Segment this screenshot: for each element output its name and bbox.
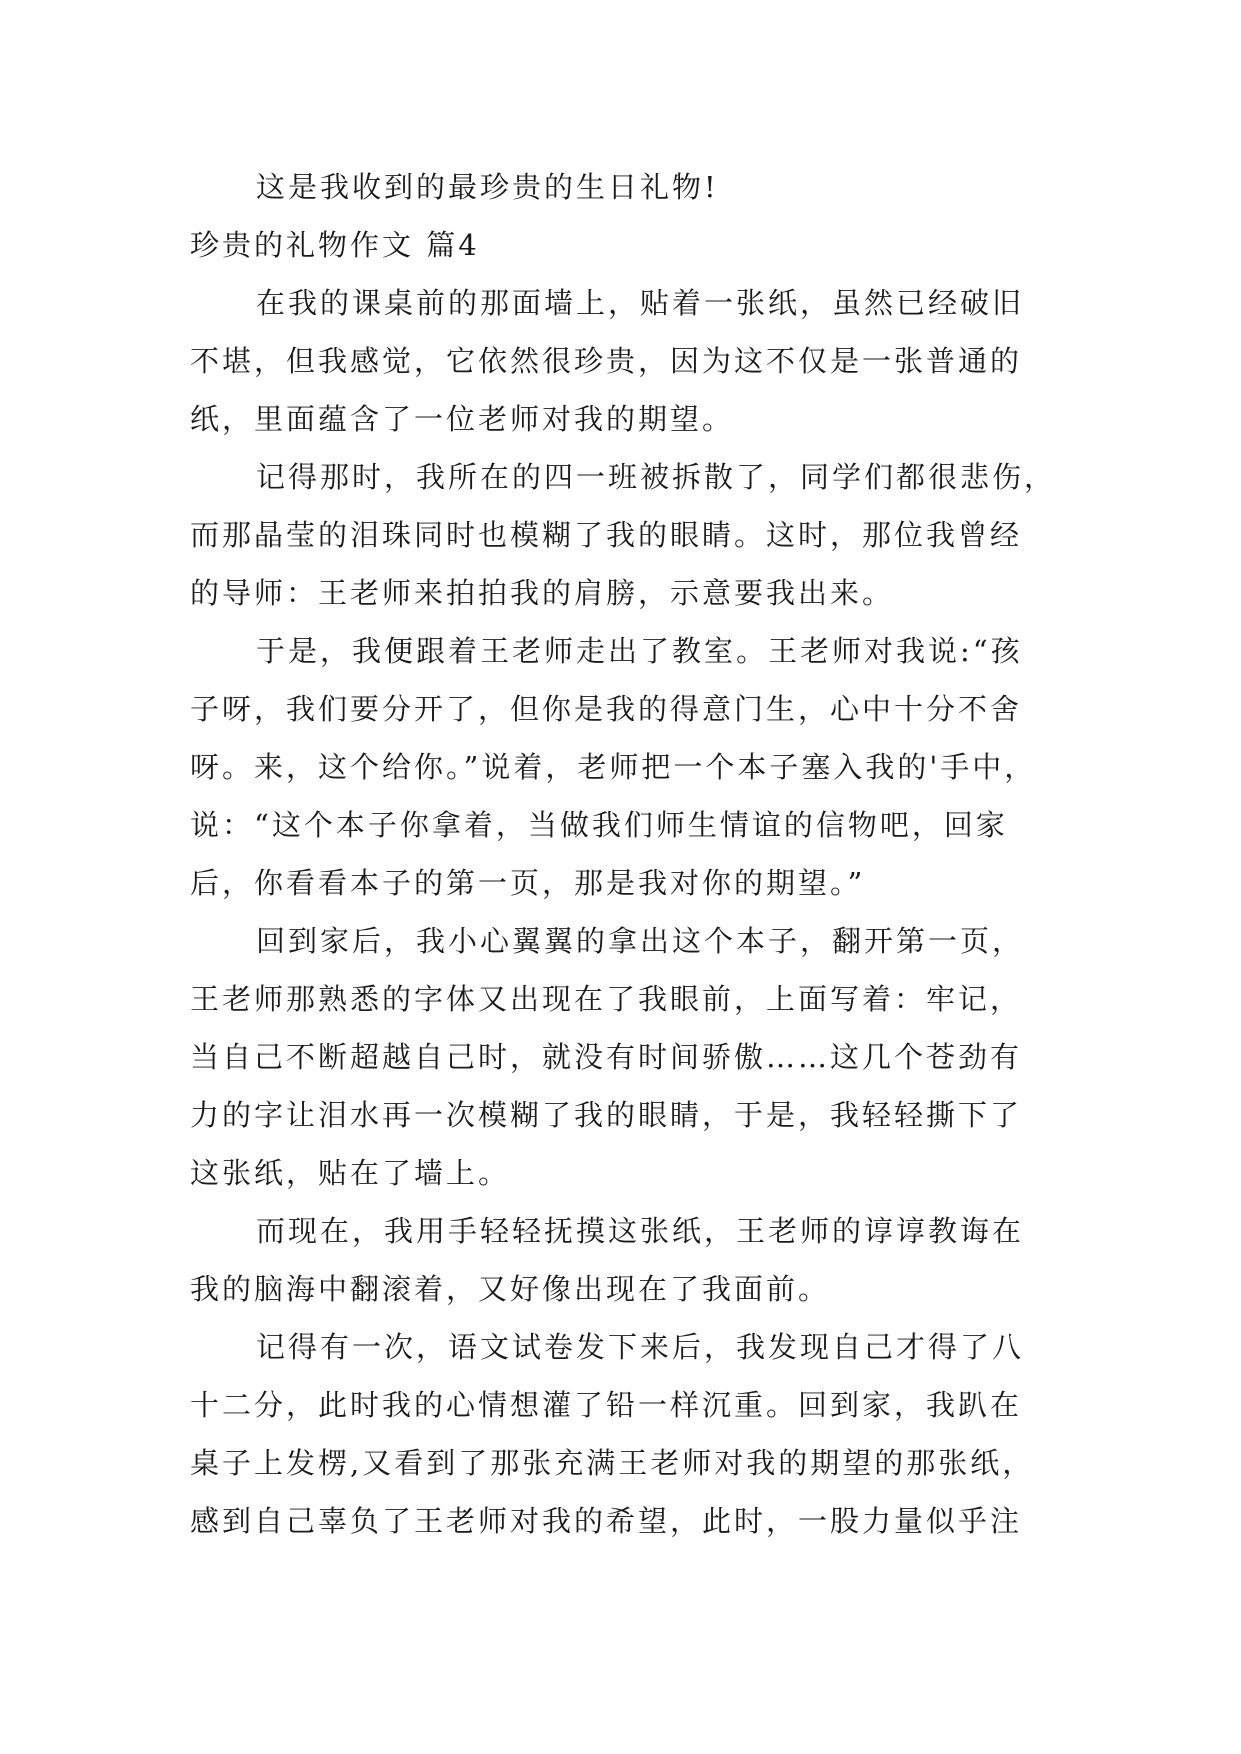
text-line: 而现在，我用手轻轻抚摸这张纸，王老师的谆谆教诲在 [256, 1214, 1025, 1248]
text-line: 王老师那熟悉的字体又出现在了我眼前，上面写着：牢记， [190, 982, 1023, 1016]
text-line: 后，你看看本子的第一页，那是我对你的期望。” [190, 866, 866, 900]
text-line: 我的脑海中翻滚着，又好像出现在了我面前。 [190, 1272, 831, 1306]
text-line: 十二分，此时我的心情想灌了铅一样沉重。回到家，我趴在 [190, 1388, 1023, 1422]
text-line: 记得有一次，语文试卷发下来后，我发现自己才得了八 [256, 1330, 1025, 1364]
document-body [190, 158, 1060, 1550]
text-line: 桌子上发楞,又看到了那张充满王老师对我的期望的那张纸， [190, 1446, 1035, 1480]
text-line: 这张纸，贴在了墙上。 [190, 1156, 511, 1190]
text-line: 感到自己辜负了王老师对我的希望，此时，一股力量似乎注 [190, 1504, 1023, 1538]
text-line: 这是我收到的最珍贵的生日礼物! [256, 170, 719, 204]
text-line: 回到家后，我小心翼翼的拿出这个本子，翻开第一页， [256, 924, 1025, 958]
text-line: 呀。来，这个给你。”说着，老师把一个本子塞入我的'手中， [190, 750, 1037, 784]
section-heading: 珍贵的礼物作文 篇4 [190, 228, 480, 262]
text-line: 不堪，但我感觉，它依然很珍贵，因为这不仅是一张普通的 [190, 344, 1023, 378]
text-line: 在我的课桌前的那面墙上，贴着一张纸，虽然已经破旧 [256, 286, 1025, 320]
text-line: 于是，我便跟着王老师走出了教室。王老师对我说:“孩 [256, 634, 1023, 668]
text-line: 力的字让泪水再一次模糊了我的眼睛，于是，我轻轻撕下了 [190, 1098, 1023, 1132]
text-line: 当自己不断超越自己时，就没有时间骄傲……这几个苍劲有 [190, 1040, 1023, 1074]
text-line: 的导师：王老师来拍拍我的肩膀，示意要我出来。 [190, 576, 895, 610]
text-line: 记得那时，我所在的四一班被拆散了，同学们都很悲伤， [256, 460, 1057, 494]
text-line: 而那晶莹的泪珠同时也模糊了我的眼睛。这时，那位我曾经 [190, 518, 1023, 552]
text-line: 说：“这个本子你拿着，当做我们师生情谊的信物吧，回家 [190, 808, 1008, 842]
text-line: 纸，里面蕴含了一位老师对我的期望。 [190, 402, 735, 436]
text-line: 子呀，我们要分开了，但你是我的得意门生，心中十分不舍 [190, 692, 1023, 726]
